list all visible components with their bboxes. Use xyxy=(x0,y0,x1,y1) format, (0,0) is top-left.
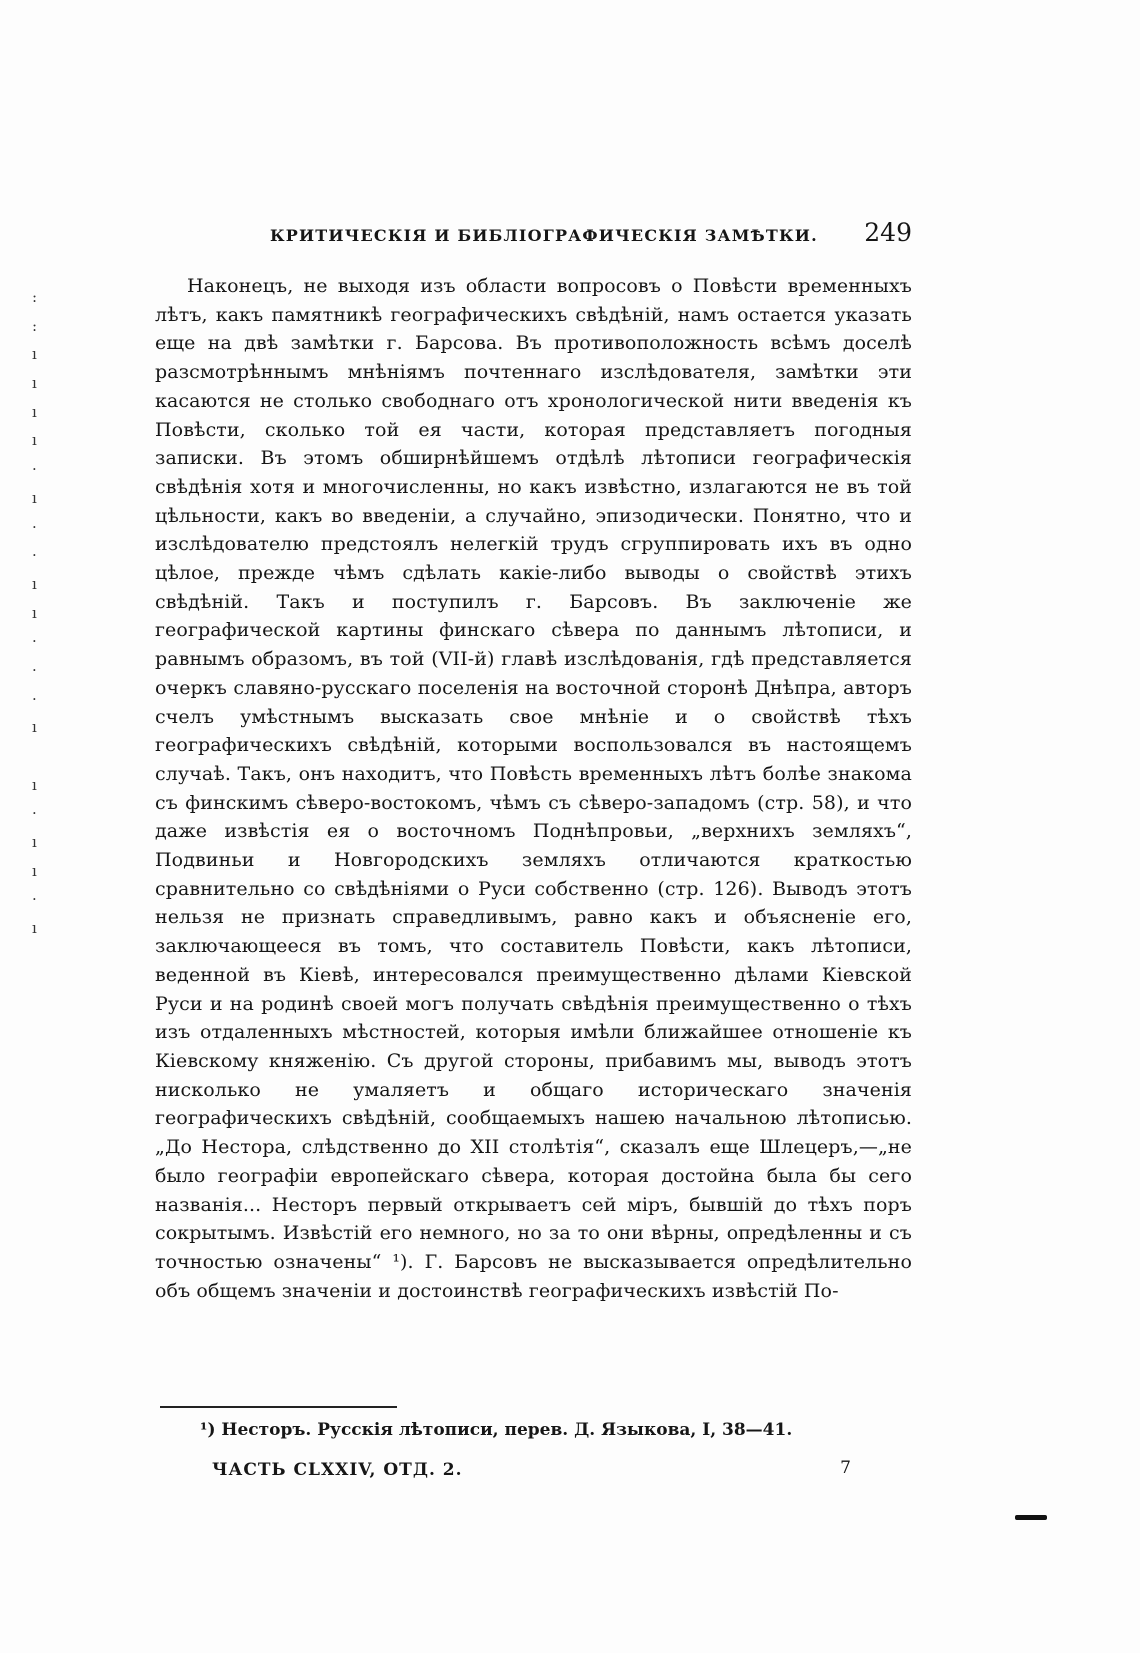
footnote-divider xyxy=(160,1406,397,1408)
gutter-bleed-through-marks: : : ı ı ı ı · ı · · ı ı · · · ı ı · ı ı · ı xyxy=(32,288,38,938)
page-number: 249 xyxy=(864,218,912,247)
running-header xyxy=(270,218,912,254)
signature-line xyxy=(212,1460,852,1480)
body-paragraph: Наконецъ, не выходя изъ области вопросовъ о Повѣсти временныхъ лѣтъ, какъ памятникѣ географическихъ свѣдѣній, намъ остается указать еще на двѣ замѣтки г. Барсова. Въ противоположность всѣмъ доселѣ разсмотрѣннымъ мнѣніямъ почтеннаго изслѣдователя, замѣтки эти касаются не столько свободнаго отъ хронологической нити введенія къ Повѣсти, сколько той ея части, которая представляетъ погодныя записки. Въ этомъ обширнѣйшемъ отдѣлѣ лѣтописи географическія свѣдѣнія хотя и многочисленны, но какъ извѣстно, излагаются не въ той цѣльности, какъ во введеніи, а случайно, эпизодически. Понятно, что и изслѣдователю предстоялъ нелегкій трудъ сгруппировать ихъ въ одно цѣлое, прежде чѣмъ сдѣлать какіе-либо выводы о свойствѣ этихъ свѣдѣній. Такъ и поступилъ г. Барсовъ. Въ заключеніе же географической картины финскаго сѣвера по даннымъ лѣтописи, и равнымъ образомъ, въ той (VII-й) главѣ изслѣдованія, гдѣ представляется очеркъ славяно-русскаго поселенія на восточной сторонѣ Днѣпра, авторъ счелъ умѣстнымъ высказать свое мнѣніе и о свойствѣ тѣхъ географическихъ свѣдѣній, которыми воспользовался въ настоящемъ случаѣ. Такъ, онъ находитъ, что Повѣсть временныхъ лѣтъ болѣе знакома съ финскимъ сѣверо-востокомъ, чѣмъ съ сѣверо-западомъ (стр. 58), и что даже извѣстія ея о восточномъ Поднѣпровьи, „верхнихъ земляхъ“, Подвиньи и Новгородскихъ земляхъ отличаются краткостью сравнительно со свѣдѣніями о Руси собственно (стр. 126). Выводъ этотъ нельзя не признать справедливымъ, равно какъ и объясненіе его, заключающееся въ томъ, что составитель Повѣсти, какъ лѣтописи, веденной въ Кіевѣ, интересовался преимущественно дѣлами Кіевской Руси и на родинѣ своей могъ получать свѣдѣнія преимущественно о тѣхъ изъ отдаленныхъ мѣстностей, которыя имѣли ближайшее отношеніе къ Кіевскому княженію. Съ другой стороны, прибавимъ мы, выводъ этотъ нисколько не умаляетъ и общаго историческаго значенія географическихъ свѣдѣній, сообщаемыхъ нашею начальною лѣтописью. „До Нестора, слѣдственно до XII столѣтія“, сказалъ еще Шлецеръ,—„не было географіи европейскаго сѣвера, которая достойна была бы сего названія... Несторъ первый открываетъ сей міръ, бывшій до тѣхъ поръ сокрытымъ. Извѣстій его немного, но за то они вѣрны, опредѣленны и съ точностью означены“ ¹). Г. Барсовъ не высказывается опредѣлительно объ общемъ значеніи и достоинствѣ географическихъ извѣстій По- xyxy=(155,275,912,1302)
signature-number: 7 xyxy=(840,1458,852,1478)
signature-part: ЧАСТЬ CLXXIV, ОТД. 2. xyxy=(212,1460,463,1480)
footnote: ¹) Несторъ. Русскія лѣтописи, перев. Д. Языкова, I, 38—41. xyxy=(200,1420,793,1440)
edge-dash-mark xyxy=(1015,1515,1047,1520)
running-title: КРИТИЧЕСКІЯ И БИБЛІОГРАФИЧЕСКІЯ ЗАМѢТКИ. xyxy=(270,226,818,245)
